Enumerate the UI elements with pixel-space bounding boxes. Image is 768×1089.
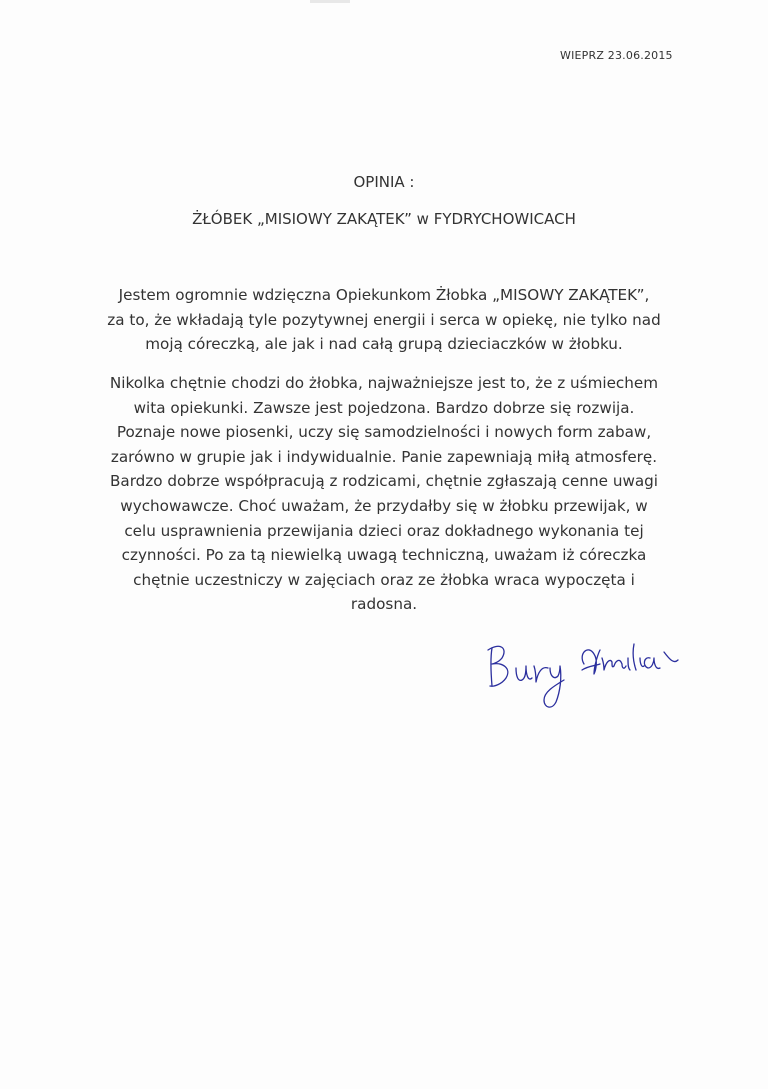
paragraph-line: Bardzo dobrze współpracują z rodzicami, chętnie zgłaszają cenne uwagi xyxy=(109,472,659,491)
paragraph-line: czynności. Po za tą niewielką uwagą techniczną, uważam iż córeczka xyxy=(121,546,647,565)
scan-artifact xyxy=(310,0,350,3)
paragraph-line: Nikolka chętnie chodzi do żłobka, najważniejsze jest to, że z uśmiechem xyxy=(109,374,659,392)
paragraph-line: chętnie uczestniczy w zajęciach oraz ze żłobka wraca wypoczęta i xyxy=(133,570,635,589)
paragraph-line: wychowawcze. Choć uważam, że przydałby się w żłobku przewijak, w xyxy=(120,496,648,515)
paragraph-line: za to, że wkładają tyle pozytywnej energii i serca w opiekę, nie tylko nad xyxy=(107,310,661,329)
handwritten-signature xyxy=(478,630,708,720)
paragraph-gratitude xyxy=(72,283,696,357)
paragraph-line: celu usprawnienia przewijania dzieci oraz dokładnego wykonania tej xyxy=(124,521,644,540)
document-subtitle: ŻŁÓBEK „MISIOWY ZAKĄTEK” w FYDRYCHOWICACH xyxy=(192,210,576,228)
document-title: OPINIA : xyxy=(353,173,415,191)
paragraph-line: moją córeczką, ale jak i nad całą grupą dzieciaczków w żłobku. xyxy=(145,335,623,354)
paragraph-opinion xyxy=(72,371,696,617)
paragraph-line: zarówno w grupie jak i indywidualnie. Panie zapewniają miłą atmosferę. xyxy=(110,447,658,466)
document-date: WIEPRZ 23.06.2015 xyxy=(560,49,673,62)
paragraph-line: Poznaje nowe piosenki, uczy się samodzielności i nowych form zabaw, xyxy=(116,423,652,442)
paragraph-line: radosna. xyxy=(350,595,418,614)
paragraph-line: wita opiekunki. Zawsze jest pojedzona. Bardzo dobrze się rozwija. xyxy=(133,398,635,417)
paragraph-line: Jestem ogromnie wdzięczna Opiekunkom Żłobka „MISOWY ZAKĄTEK”, xyxy=(118,286,650,304)
